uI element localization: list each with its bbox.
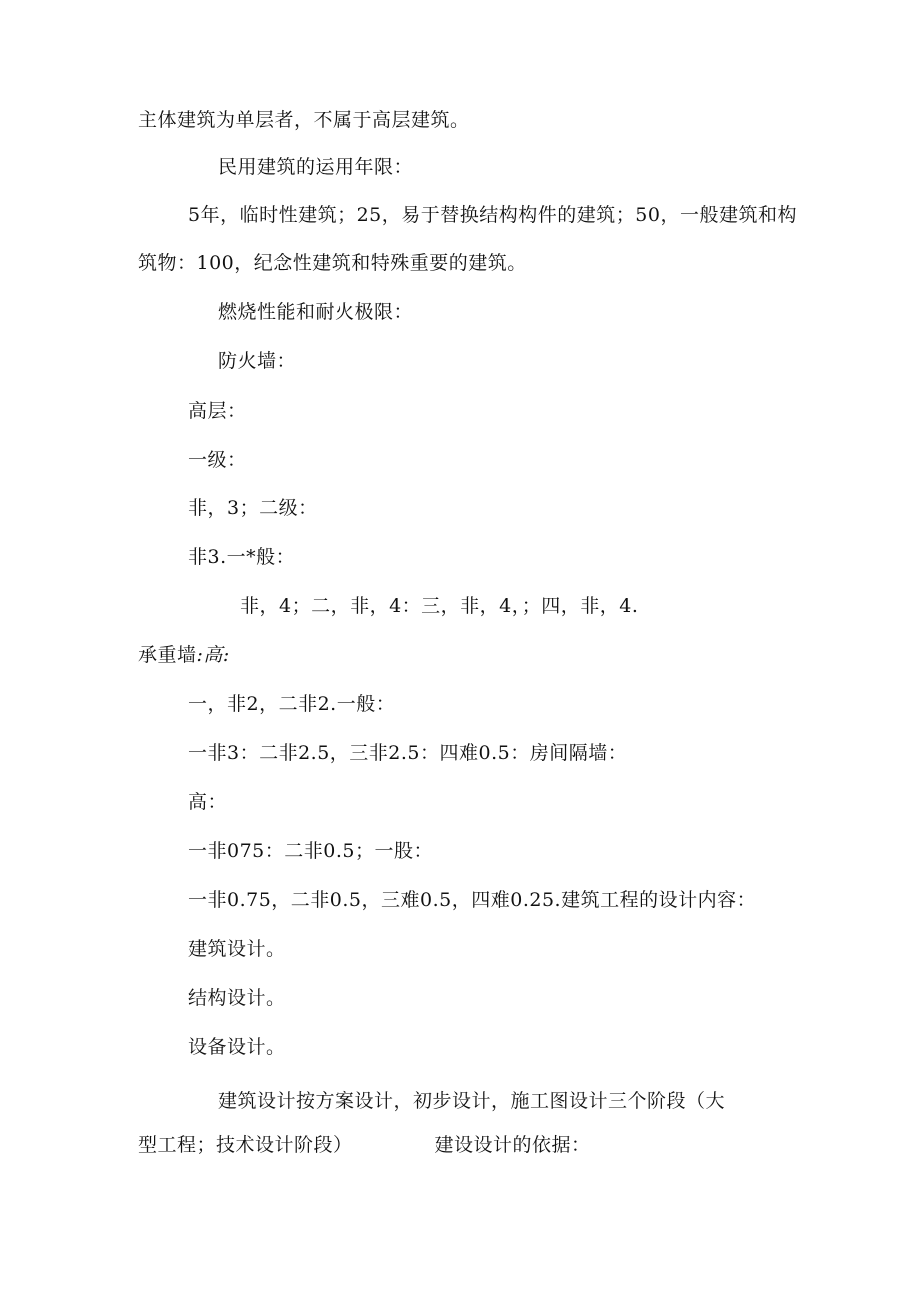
text-line-22-main: 型工程；技术设计阶段） [138, 1134, 353, 1156]
text-line-21: 建筑设计按方案设计，初步设计，施工图设计三个阶段（大 [218, 1090, 726, 1112]
text-line-11: 非，4；二，非，4：三，非，4，；四，非，4. [240, 595, 639, 617]
text-line-14: 一非3：二非2.5，三非2.5：四难0.5：房间隔墙： [188, 742, 628, 764]
text-line-5: 燃烧性能和耐火极限： [218, 301, 414, 323]
text-line-19: 结构设计。 [188, 987, 286, 1009]
text-line-6: 防火墙： [218, 350, 297, 372]
text-line-1: 主体建筑为单层者，不属于高层建筑。 [138, 109, 470, 131]
text-line-16: 一非075：二非0.5；一股： [188, 840, 433, 862]
text-line-10: 非3.一*般： [188, 546, 296, 568]
text-line-8: 一级： [188, 449, 247, 471]
text-line-12-main: 承重墙 [138, 644, 197, 666]
text-line-20: 设备设计。 [188, 1036, 286, 1058]
text-line-22 [138, 1136, 591, 1155]
text-line-3: 5年，临时性建筑；25，易于替换结构构件的建筑；50，一般建筑和构 [188, 204, 797, 226]
text-line-18: 建筑设计。 [188, 938, 286, 960]
text-line-15: 高： [188, 791, 228, 813]
text-line-12-italic: :高: [196, 644, 230, 666]
text-line-17: 一非0.75，二非0.5，三难0.5，四难0.25.建筑工程的设计内容： [188, 889, 757, 911]
text-line-22-tail: 建设设计的依据： [434, 1134, 591, 1156]
text-line-2: 民用建筑的运用年限： [218, 156, 414, 178]
text-line-4: 筑物：100，纪念性建筑和特殊重要的建筑。 [138, 252, 527, 274]
text-line-13: 一，非2，二非2.一般： [188, 693, 396, 715]
text-line-9: 非，3；二级： [188, 497, 318, 519]
text-line-12 [138, 646, 230, 665]
text-line-7: 高层： [188, 400, 247, 422]
